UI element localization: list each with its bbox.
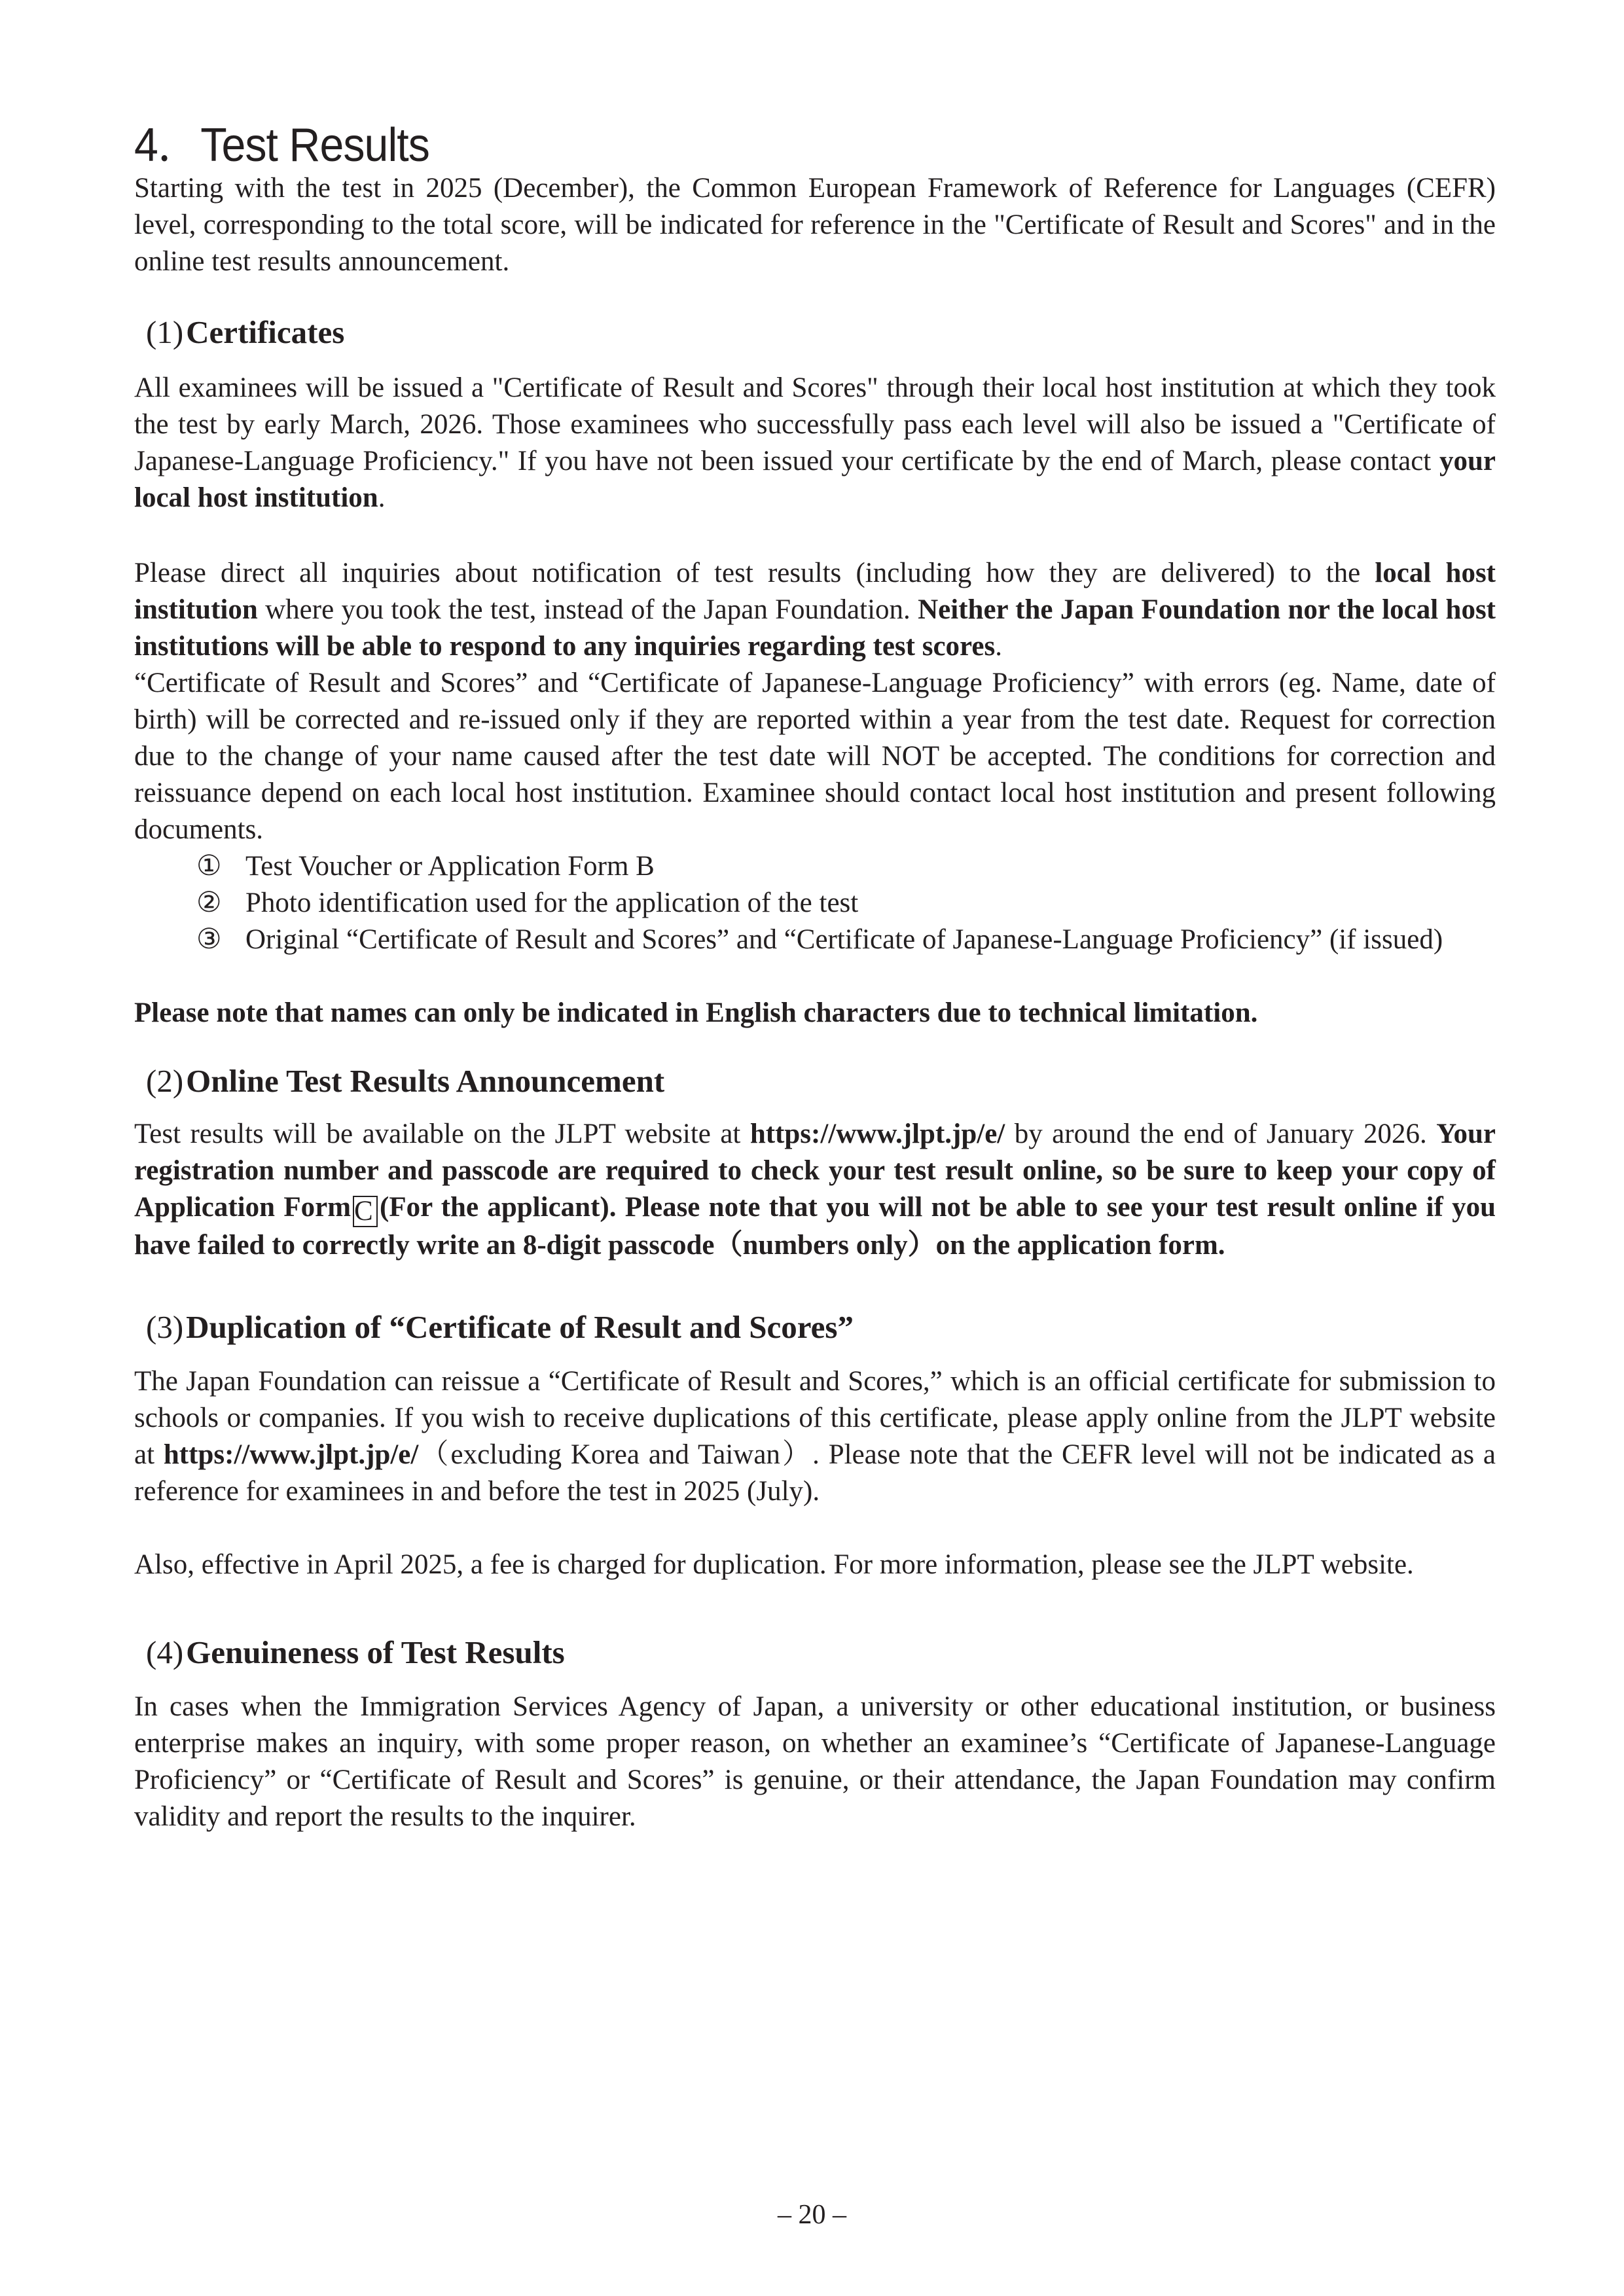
section-title: Online Test Results Announcement <box>186 1063 665 1099</box>
form-c-box: C <box>353 1196 378 1227</box>
paragraph-text: . <box>378 482 386 513</box>
emphasis-text: local host institution <box>134 558 1496 625</box>
section-heading-genuineness <box>146 1636 565 1668</box>
section-number: (3) <box>146 1309 184 1345</box>
list-item-text: Original “Certificate of Result and Scores” and “Certificate of Japanese-Language Proficiency” (if issued) <box>245 924 1443 955</box>
paragraph-text: where you took the test, instead of the Japan Foundation. <box>257 594 918 625</box>
duplication-paragraph <box>134 1363 1496 1510</box>
section-number: (1) <box>146 314 184 350</box>
online-results-paragraph <box>134 1116 1496 1264</box>
emphasis-text: Neither the Japan Foundation nor the local host institutions will be able to respond to any inquiries regarding test scores <box>134 594 1496 662</box>
intro-paragraph: Starting with the test in 2025 (December), the Common European Framework of Reference for Languages (CEFR) level, corresponding to the total score, will be indicated for reference in the "Certificate of Result and Scores" and in the online test results announcement. <box>134 173 1496 277</box>
jlpt-website-link[interactable]: https://www.jlpt.jp/e/ <box>749 1119 1005 1149</box>
section-title: Genuineness of Test Results <box>186 1634 565 1670</box>
section-heading-certificates <box>146 316 344 348</box>
paragraph-text: by around the end of January 2026. <box>1005 1119 1427 1149</box>
section-title: Certificates <box>186 314 345 350</box>
duplication-fee-paragraph: Also, effective in April 2025, a fee is charged for duplication. For more information, please see the JLPT website. <box>134 1549 1414 1580</box>
certificates-paragraph-3: “Certificate of Result and Scores” and “Certificate of Japanese-Language Proficiency” with errors (eg. Name, date of birth) will be corrected and re-issued only if they are reported within a year from the test date. Request for correction due to the change of your name caused after the test date will NOT be accepted. The conditions for correction and reissuance depend on each local host institution. Examinee should contact local host institution and present following documents. <box>134 668 1496 845</box>
section-heading-duplication <box>146 1311 854 1343</box>
paragraph-text: Please direct all inquiries about notification of test results (including how they are delivered) to the <box>134 558 1375 588</box>
list-item <box>196 848 1499 885</box>
section-heading-online-results <box>146 1065 664 1097</box>
paragraph-text: Test results will be available on the JLPT website at <box>134 1119 750 1149</box>
names-note: Please note that names can only be indicated in English characters due to technical limitation. <box>134 997 1258 1028</box>
paragraph-text: The Japan Foundation can reissue a “Certificate of Result and Scores,” which is an official certificate for submission to schools or companies. If you wish to receive duplications of this certificate, please apply online from the JLPT website at <box>134 1366 1496 1470</box>
list-item <box>196 885 1499 922</box>
list-item <box>196 922 1499 958</box>
emphasis-text: (For the applicant). Please note that you will not be able to see your test result online if you have failed to correctly write an 8-digit passcode（numbers only）on the application form. <box>134 1192 1496 1261</box>
page-title: 4．Test Results <box>134 119 429 172</box>
page-number: – 20 – <box>778 2200 846 2230</box>
section-number: (4) <box>146 1634 184 1670</box>
list-item-text: Test Voucher or Application Form B <box>245 851 655 882</box>
paragraph-text: （excluding Korea and Taiwan）. Please note that the CEFR level will not be indicated as a reference for examinees in and before the test in 2025 (July). <box>134 1439 1496 1507</box>
section-number: (2) <box>146 1063 184 1099</box>
emphasis-text: Your registration number and passcode are required to check your test result online, so be sure to keep your copy of Application Form <box>134 1119 1496 1223</box>
genuineness-paragraph: In cases when the Immigration Services Agency of Japan, a university or other educational institution, or business enterprise makes an inquiry, with some proper reason, on whether an examinee’s “Certificate of Japanese-Language Proficiency” or “Certificate of Result and Scores” is genuine, or their attendance, the Japan Foundation may confirm validity and report the results to the inquirer. <box>134 1691 1496 1832</box>
required-documents-list <box>196 848 1499 958</box>
circled-number: ③ <box>196 924 222 955</box>
certificates-paragraph-2 <box>134 555 1496 665</box>
paragraph-text: . <box>995 631 1002 662</box>
section-title: Duplication of “Certificate of Result and Scores” <box>186 1309 854 1345</box>
paragraph-text: All examinees will be issued a "Certificate of Result and Scores" through their local host institution at which they took the test by early March, 2026. Those examinees who successfully pass each level will also be issued a "Certificate of Japanese-Language Proficiency." If you have not been issued your certificate by the end of March, please contact <box>134 372 1496 476</box>
jlpt-website-link[interactable]: https://www.jlpt.jp/e/ <box>163 1439 419 1470</box>
circled-number: ② <box>196 888 222 918</box>
circled-number: ① <box>196 851 222 882</box>
list-item-text: Photo identification used for the application of the test <box>245 888 859 918</box>
certificates-paragraph-1 <box>134 370 1496 516</box>
emphasis-text: your local host institution <box>134 446 1496 513</box>
